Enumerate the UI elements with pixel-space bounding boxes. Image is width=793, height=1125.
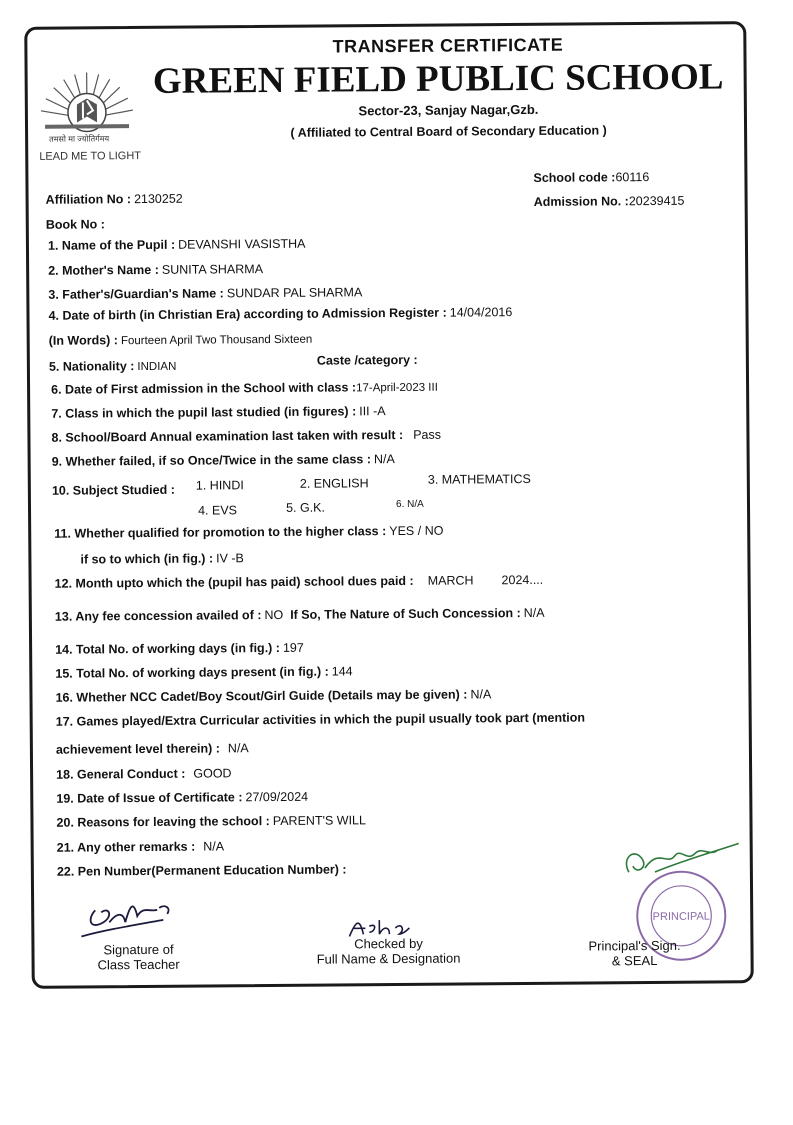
- subject-3: 3. MATHEMATICS: [428, 472, 531, 487]
- field-exam-result: 8. School/Board Annual examination last taken with result : Pass: [51, 428, 441, 445]
- book-no: Book No :: [46, 217, 105, 231]
- field-last-class: 7. Class in which the pupil last studied (in figures) : III -A: [51, 404, 385, 421]
- svg-text:PRINCIPAL: PRINCIPAL: [653, 911, 710, 923]
- school-name: GREEN FIELD PUBLIC SCHOOL: [42, 55, 793, 104]
- subject-4: 4. EVS: [198, 503, 237, 517]
- teacher-signature-icon: [73, 890, 183, 943]
- field-first-admission: 6. Date of First admission in the School with class :17-April-2023 III: [51, 380, 438, 397]
- principal-signature-label: Principal's Sign. & SEAL: [569, 938, 699, 969]
- field-pen-number: 22. Pen Number(Permanent Education Number) :: [57, 862, 347, 878]
- subject-5: 5. G.K.: [286, 501, 325, 515]
- field-games: 17. Games played/Extra Curricular activities in which the pupil usually took part (mention: [56, 711, 585, 729]
- field-dues-paid: 12. Month upto which the (pupil has paid) school dues paid : MARCH 2024....: [55, 573, 544, 591]
- field-failed: 9. Whether failed, if so Once/Twice in the same class : N/A: [52, 452, 395, 469]
- field-mother-name: 2. Mother's Name : SUNITA SHARMA: [48, 262, 263, 278]
- affiliation-note: ( Affiliated to Central Board of Secondary Education ): [52, 121, 793, 141]
- field-subjects-label: 10. Subject Studied :: [52, 483, 175, 498]
- admission-no: Admission No. :20239415: [534, 194, 685, 209]
- field-ncc: 16. Whether NCC Cadet/Boy Scout/Girl Guide (Details may be given) : N/A: [55, 687, 491, 704]
- field-leaving-reason: 20. Reasons for leaving the school : PARENT'S WILL: [56, 813, 366, 829]
- subject-6: 6. N/A: [396, 499, 424, 510]
- certificate-title: TRANSFER CERTIFICATE: [51, 32, 793, 59]
- checker-signature-label: Checked by Full Name & Designation: [293, 935, 483, 966]
- field-remarks: 21. Any other remarks : N/A: [57, 839, 224, 854]
- field-games-level: achievement level therein) : N/A: [56, 741, 249, 757]
- field-nationality: 5. Nationality : INDIAN: [49, 359, 177, 374]
- field-dob-words: (In Words) : Fourteen April Two Thousand Sixteen: [49, 332, 313, 348]
- motto: LEAD ME TO LIGHT: [39, 150, 141, 163]
- field-days-present: 15. Total No. of working days present (in fig.) : 144: [55, 664, 352, 680]
- school-address: Sector-23, Sanjay Nagar,Gzb.: [52, 99, 793, 120]
- field-caste: Caste /category :: [317, 353, 418, 368]
- field-working-days: 14. Total No. of working days (in fig.) : 197: [55, 641, 304, 657]
- teacher-signature-label: Signature of Class Teacher: [83, 942, 193, 973]
- field-father-name: 3. Father's/Guardian's Name : SUNDAR PAL SHARMA: [48, 285, 362, 301]
- affiliation-no: Affiliation No : 2130252: [46, 192, 183, 207]
- field-dob: 4. Date of birth (in Christian Era) according to Admission Register : 14/04/2016: [48, 305, 512, 323]
- subject-1: 1. HINDI: [196, 478, 244, 492]
- field-conduct: 18. General Conduct : GOOD: [56, 766, 232, 781]
- subject-2: 2. ENGLISH: [300, 476, 369, 491]
- field-issue-date: 19. Date of Issue of Certificate : 27/09/2024: [56, 790, 308, 806]
- school-code: School code :60116: [533, 170, 649, 185]
- field-pupil-name: 1. Name of the Pupil : DEVANSHI VASISTHA: [48, 237, 306, 253]
- field-fee-concession: 13. Any fee concession availed of : NO If So, The Nature of Such Concession : N/A: [55, 606, 545, 624]
- field-promotion-class: if so to which (in fig.) : IV -B: [80, 551, 244, 566]
- field-promotion: 11. Whether qualified for promotion to the higher class : YES / NO: [54, 524, 443, 541]
- motto-hindi: तमसो मा ज्योतिर्गमय: [49, 133, 109, 144]
